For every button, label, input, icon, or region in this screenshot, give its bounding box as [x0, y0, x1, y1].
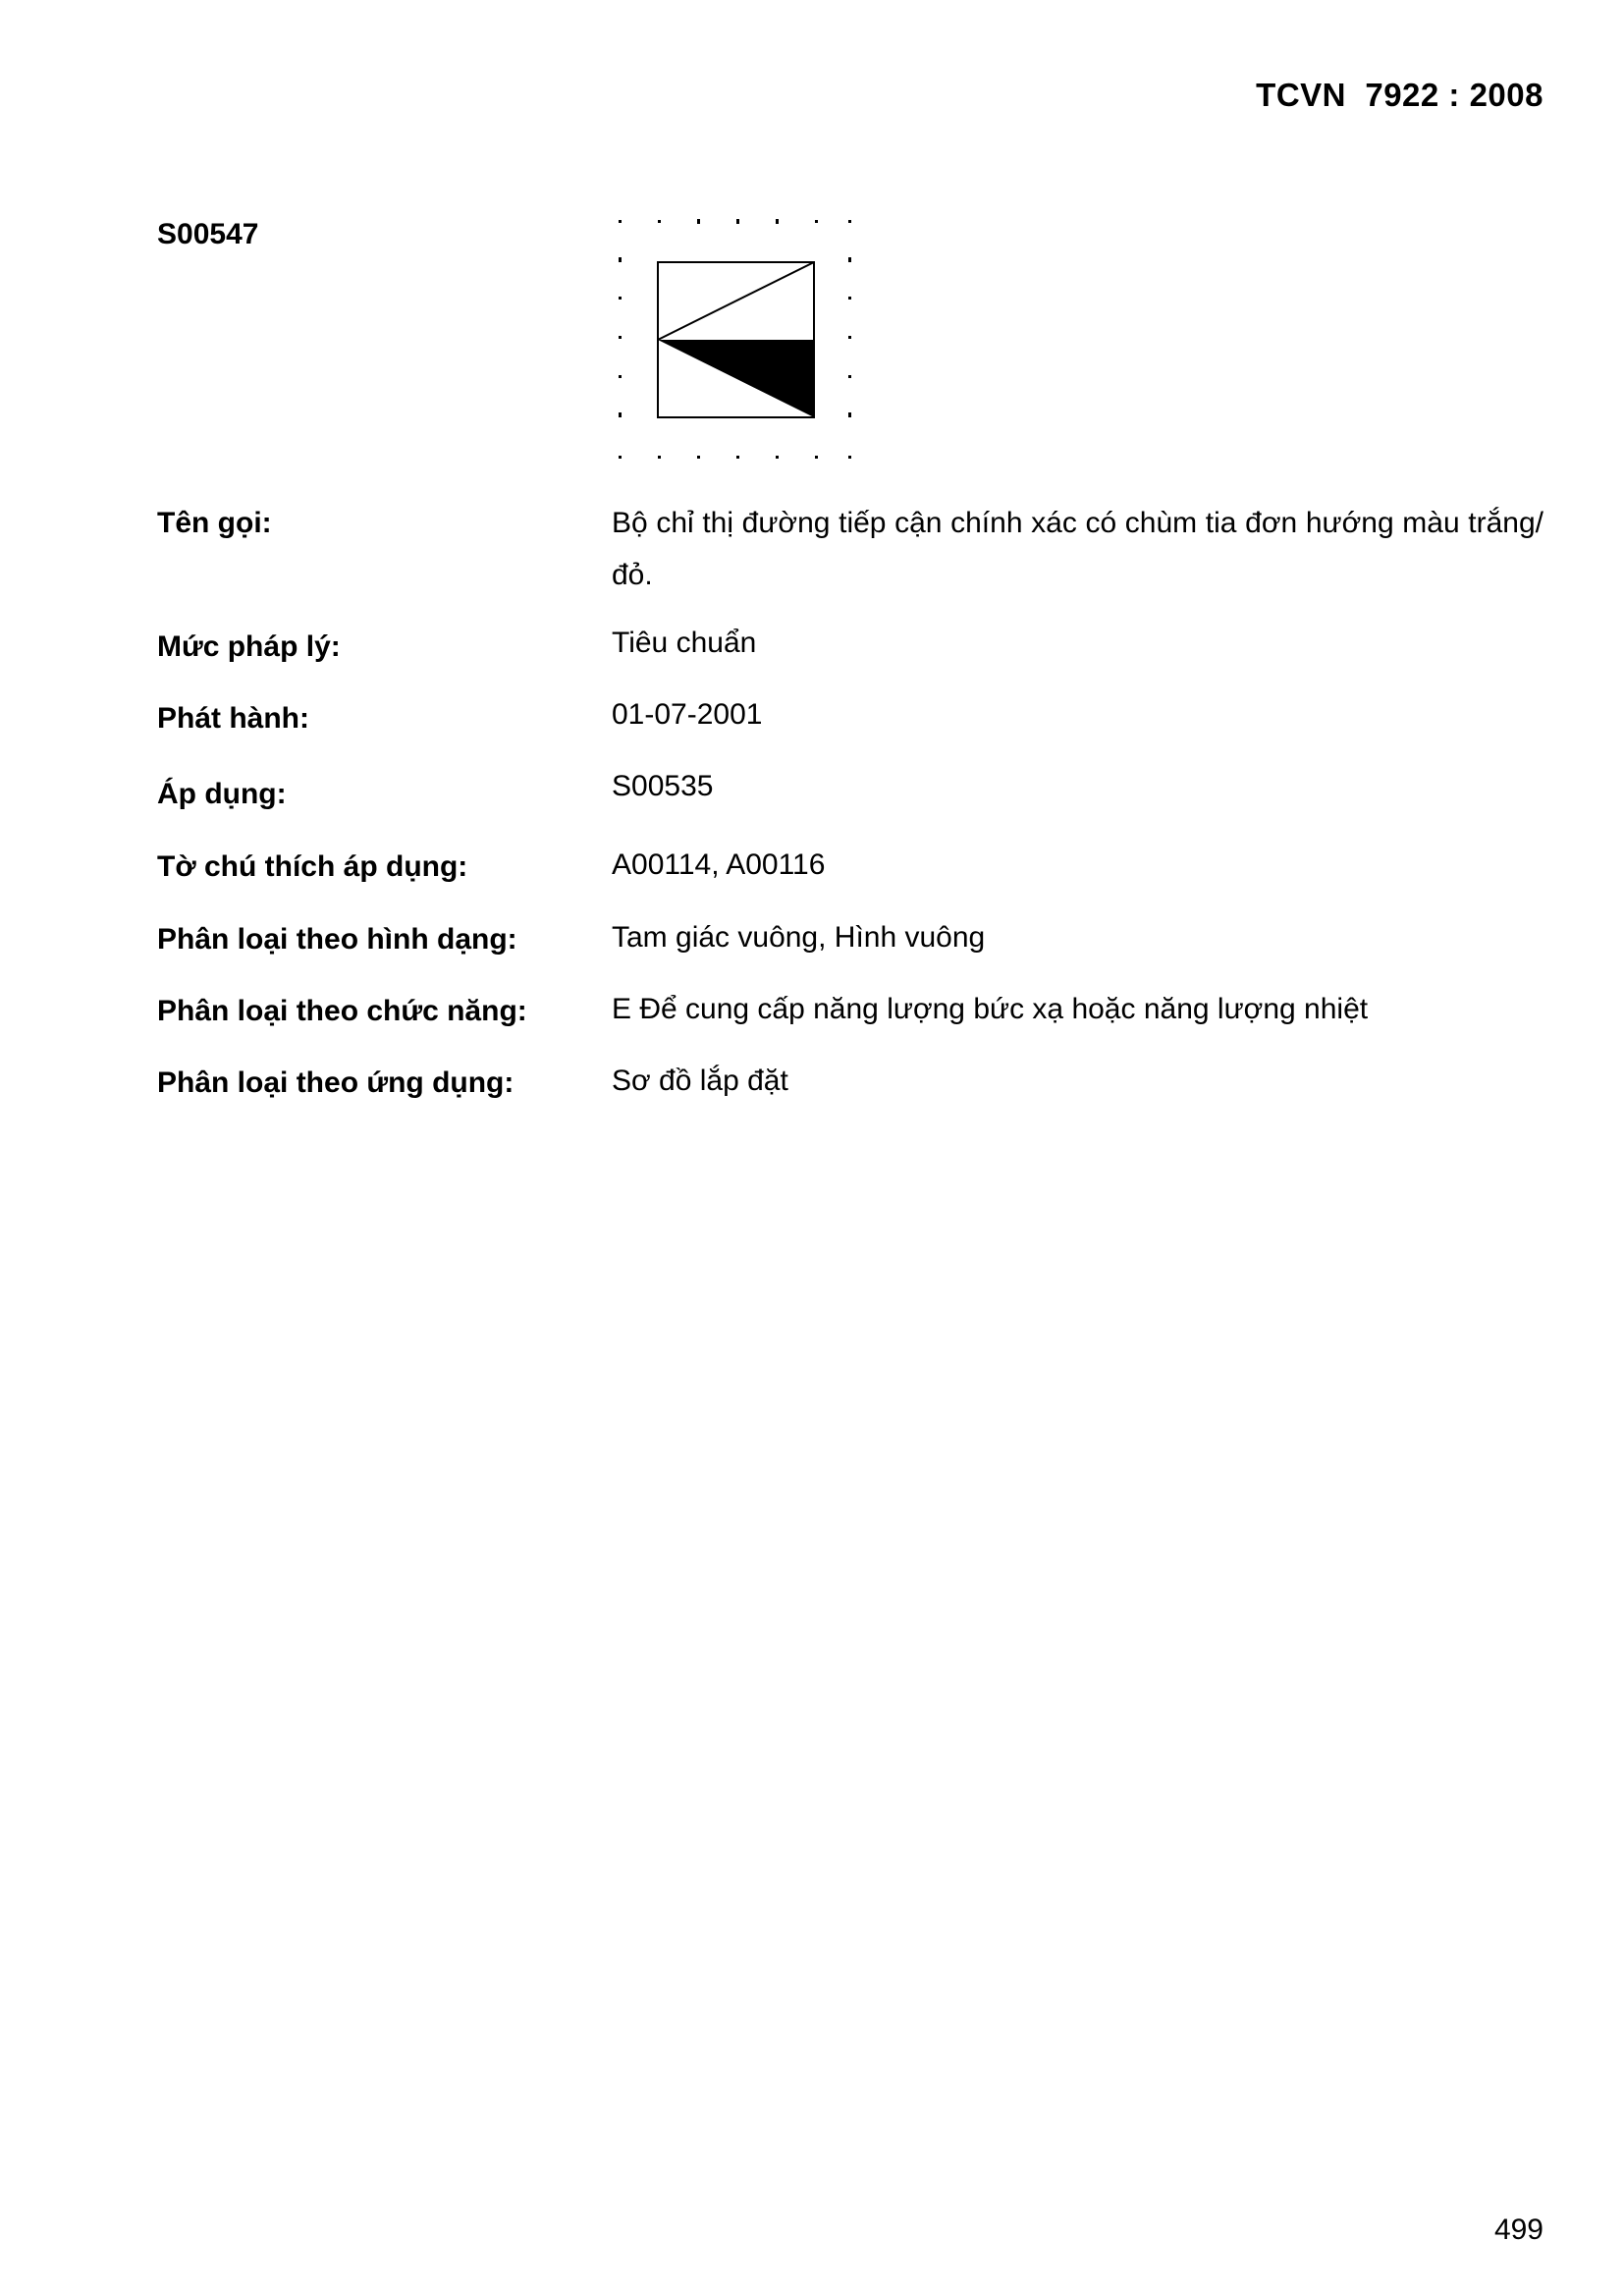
- field-value: E Để cung cấp năng lượng bức xạ hoặc năng lượng nhiệt: [612, 993, 1369, 1025]
- symbol-code: S00547: [157, 218, 259, 250]
- field-value: Tiêu chuẩn: [612, 627, 757, 659]
- field-value: A00114, A00116: [612, 848, 826, 881]
- page-number: 499: [1493, 2214, 1543, 2246]
- field-value: Tam giác vuông, Hình vuông: [612, 921, 986, 954]
- field-label: Áp dụng:: [157, 778, 287, 810]
- field-value: 01-07-2001: [612, 698, 763, 731]
- field-label: Tờ chú thích áp dụng:: [157, 850, 468, 883]
- grid-dots: [619, 219, 851, 459]
- field-value: Sơ đồ lắp đặt: [612, 1065, 788, 1097]
- field-value: S00535: [612, 770, 714, 802]
- field-label: Tên gọi:: [157, 507, 272, 539]
- field-label: Phát hành:: [157, 702, 309, 735]
- field-value: Bộ chỉ thị đường tiếp cận chính xác có chùm tia đơn hướng màu trắng/đỏ.: [612, 507, 1543, 591]
- field-label: Phân loại theo hình dạng:: [157, 923, 517, 956]
- field-label: Phân loại theo chức năng:: [157, 995, 527, 1027]
- field-label: Mức pháp lý:: [157, 630, 341, 663]
- page-header-standard: TCVN 7922 : 2008: [1256, 77, 1543, 113]
- field-label: Phân loại theo ứng dụng:: [157, 1066, 514, 1099]
- symbol-shape: [658, 262, 814, 417]
- half-filled-triangle-square-icon: [609, 208, 864, 473]
